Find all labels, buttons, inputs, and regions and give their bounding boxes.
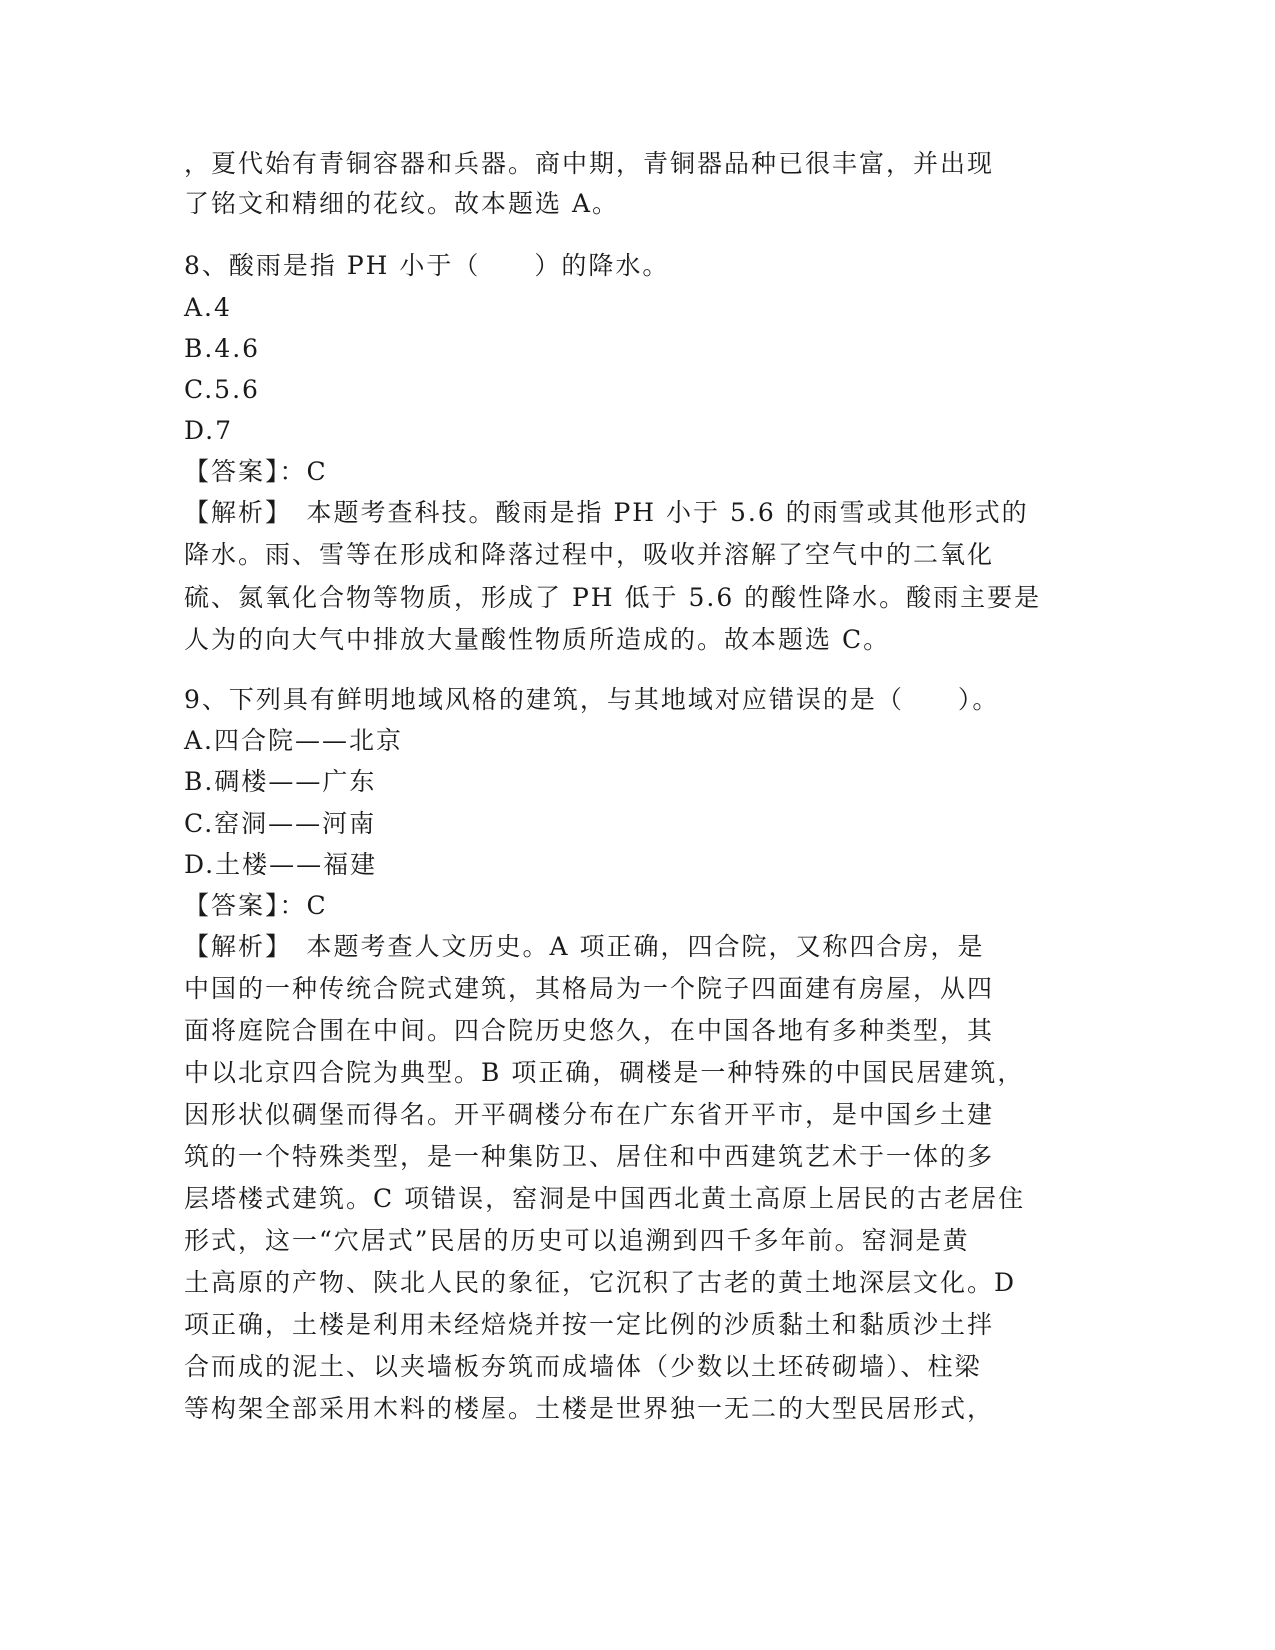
q9-analysis-line-7: 层塔楼式建筑。C 项错误，窑洞是中国西北黄土高原上居民的古老居住 — [184, 1184, 1026, 1213]
q9-analysis-line-12: 等构架全部采用木料的楼屋。土楼是世界独一无二的大型民居形式， — [184, 1394, 995, 1423]
q9-analysis-line-9: 土高原的产物、陕北人民的象征，它沉积了古老的黄土地深层文化。D — [184, 1268, 1017, 1297]
q8-option-d: D.7 — [184, 416, 234, 445]
q9-question: 9、下列具有鲜明地域风格的建筑，与其地域对应错误的是（ ）。 — [184, 685, 1000, 714]
q8-option-b: B.4.6 — [184, 334, 261, 363]
q9-answer: 【答案】：C — [184, 891, 328, 920]
q8-analysis-line-2: 降水。雨、雪等在形成和降落过程中，吸收并溶解了空气中的二氧化 — [184, 540, 995, 569]
q8-question: 8、酸雨是指 PH 小于（ ）的降水。 — [184, 251, 670, 280]
q9-analysis-line-5: 因形状似碉堡而得名。开平碉楼分布在广东省开平市，是中国乡土建 — [184, 1100, 995, 1129]
intro-line-1: ，夏代始有青铜容器和兵器。商中期，青铜器品种已很丰富，并出现 — [184, 149, 995, 178]
q9-option-c: C.窑洞——河南 — [184, 809, 377, 838]
q9-analysis-line-8: 形式，这一“穴居式”民居的历史可以追溯到四千多年前。窑洞是黄 — [184, 1226, 970, 1255]
q8-option-a: A.4 — [184, 293, 232, 322]
q8-analysis-line-1: 【解析】 本题考查科技。酸雨是指 PH 小于 5.6 的雨雪或其他形式的 — [184, 498, 1029, 527]
q9-analysis-line-2: 中国的一种传统合院式建筑，其格局为一个院子四面建有房屋，从四 — [184, 974, 995, 1003]
q9-analysis-line-3: 面将庭院合围在中间。四合院历史悠久，在中国各地有多种类型，其 — [184, 1016, 995, 1045]
intro-line-2: 了铭文和精细的花纹。故本题选 A。 — [184, 189, 620, 218]
q9-analysis-line-11: 合而成的泥土、以夹墙板夯筑而成墙体（少数以土坯砖砌墙）、柱梁 — [184, 1352, 982, 1381]
q9-analysis-line-1: 【解析】 本题考查人文历史。A 项正确，四合院，又称四合房，是 — [184, 932, 985, 961]
q8-option-c: C.5.6 — [184, 375, 260, 404]
q8-analysis-line-3: 硫、氮氧化合物等物质，形成了 PH 低于 5.6 的酸性降水。酸雨主要是 — [184, 583, 1042, 612]
q9-analysis-line-6: 筑的一个特殊类型，是一种集防卫、居住和中西建筑艺术于一体的多 — [184, 1142, 995, 1171]
q9-option-d: D.土楼——福建 — [184, 850, 378, 879]
q8-analysis-line-4: 人为的向大气中排放大量酸性物质所造成的。故本题选 C。 — [184, 625, 891, 654]
q9-option-a: A.四合院——北京 — [184, 726, 404, 755]
q9-option-b: B.碉楼——广东 — [184, 767, 377, 796]
q9-analysis-line-4: 中以北京四合院为典型。B 项正确，碉楼是一种特殊的中国民居建筑， — [184, 1058, 1025, 1087]
q8-answer: 【答案】：C — [184, 457, 328, 486]
q9-analysis-line-10: 项正确，土楼是利用未经焙烧并按一定比例的沙质黏土和黏质沙土拌 — [184, 1310, 995, 1339]
